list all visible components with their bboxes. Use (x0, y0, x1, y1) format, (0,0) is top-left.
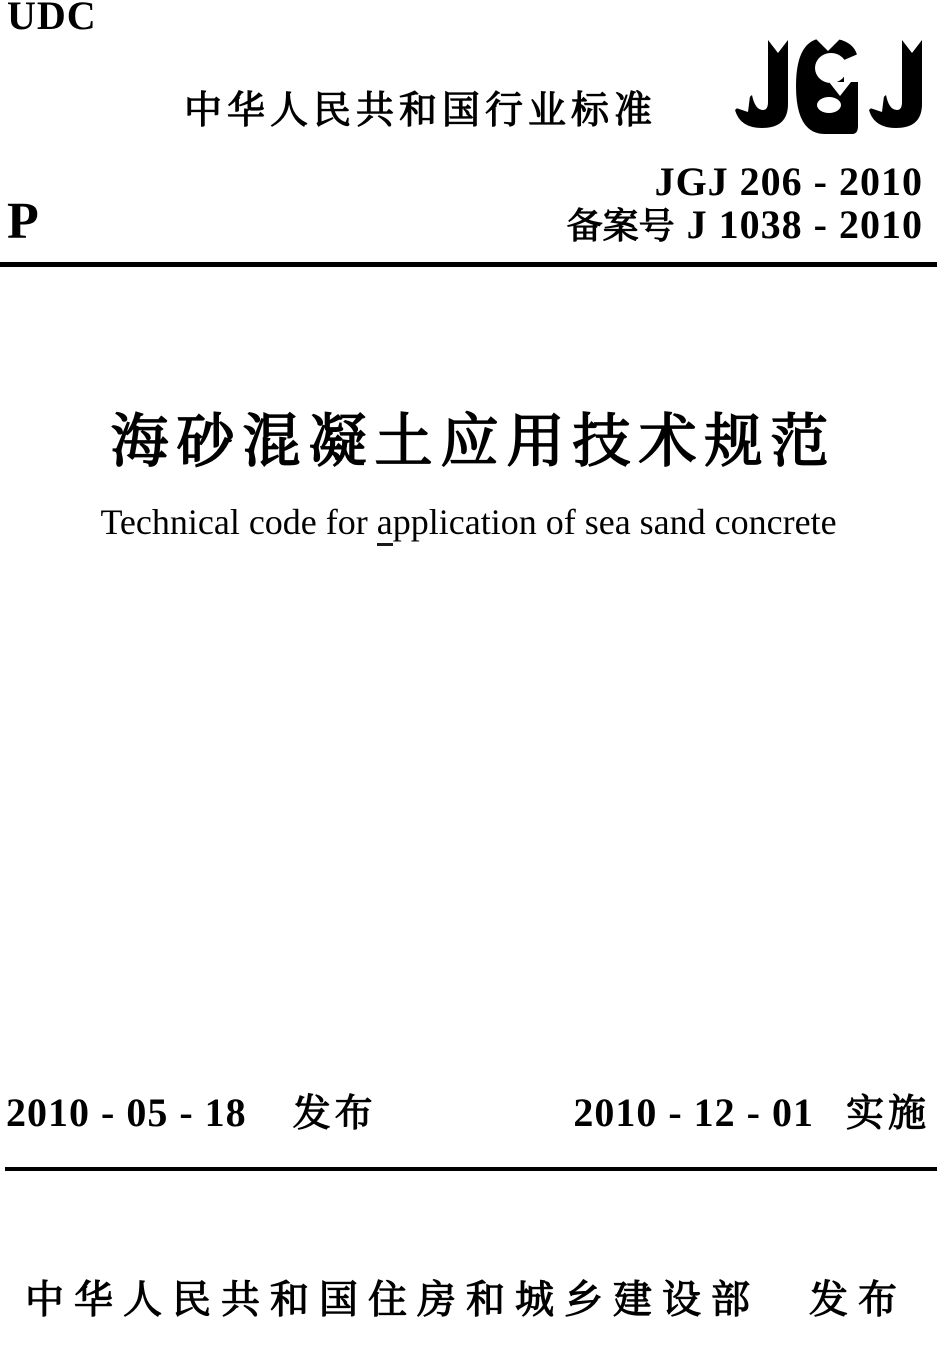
jgj-logo-icon (732, 38, 924, 135)
udc-mark: UDC (7, 0, 97, 38)
doc-code-mark: P (7, 193, 39, 250)
publisher-name: 中华人民共和国住房和城乡建设部 (25, 1279, 761, 1322)
effective-label: 实施 (845, 1093, 930, 1135)
subtitle-en-after: pplication of sea sand concrete (392, 502, 837, 542)
dates-row (6, 1090, 930, 1135)
record-label: 备案号 (566, 205, 675, 246)
subtitle-en-underlined-letter: a (377, 502, 393, 546)
publish-action-label: 发布 (808, 1279, 907, 1322)
publisher-row (25, 1281, 907, 1320)
standard-number-block (567, 160, 923, 255)
subtitle-en (0, 502, 937, 543)
effective-date: 2010 - 12 - 01 (573, 1090, 814, 1135)
issue-label: 发布 (292, 1093, 377, 1135)
bottom-divider-rule (5, 1167, 937, 1171)
effective-date-group (573, 1090, 930, 1135)
subtitle-en-before: Technical code for (100, 502, 377, 542)
top-divider-rule (0, 262, 937, 267)
standard-category-heading: 中华人民共和国行业标准 (184, 90, 658, 132)
main-title-cn: 海砂混凝土应用技术规范 (110, 409, 837, 474)
issue-date: 2010 - 05 - 18 (6, 1090, 247, 1135)
record-number-line (567, 203, 923, 255)
standard-number: JGJ 206 - 2010 (654, 159, 923, 204)
record-number: J 1038 - 2010 (686, 202, 923, 247)
issue-date-group (6, 1090, 377, 1135)
